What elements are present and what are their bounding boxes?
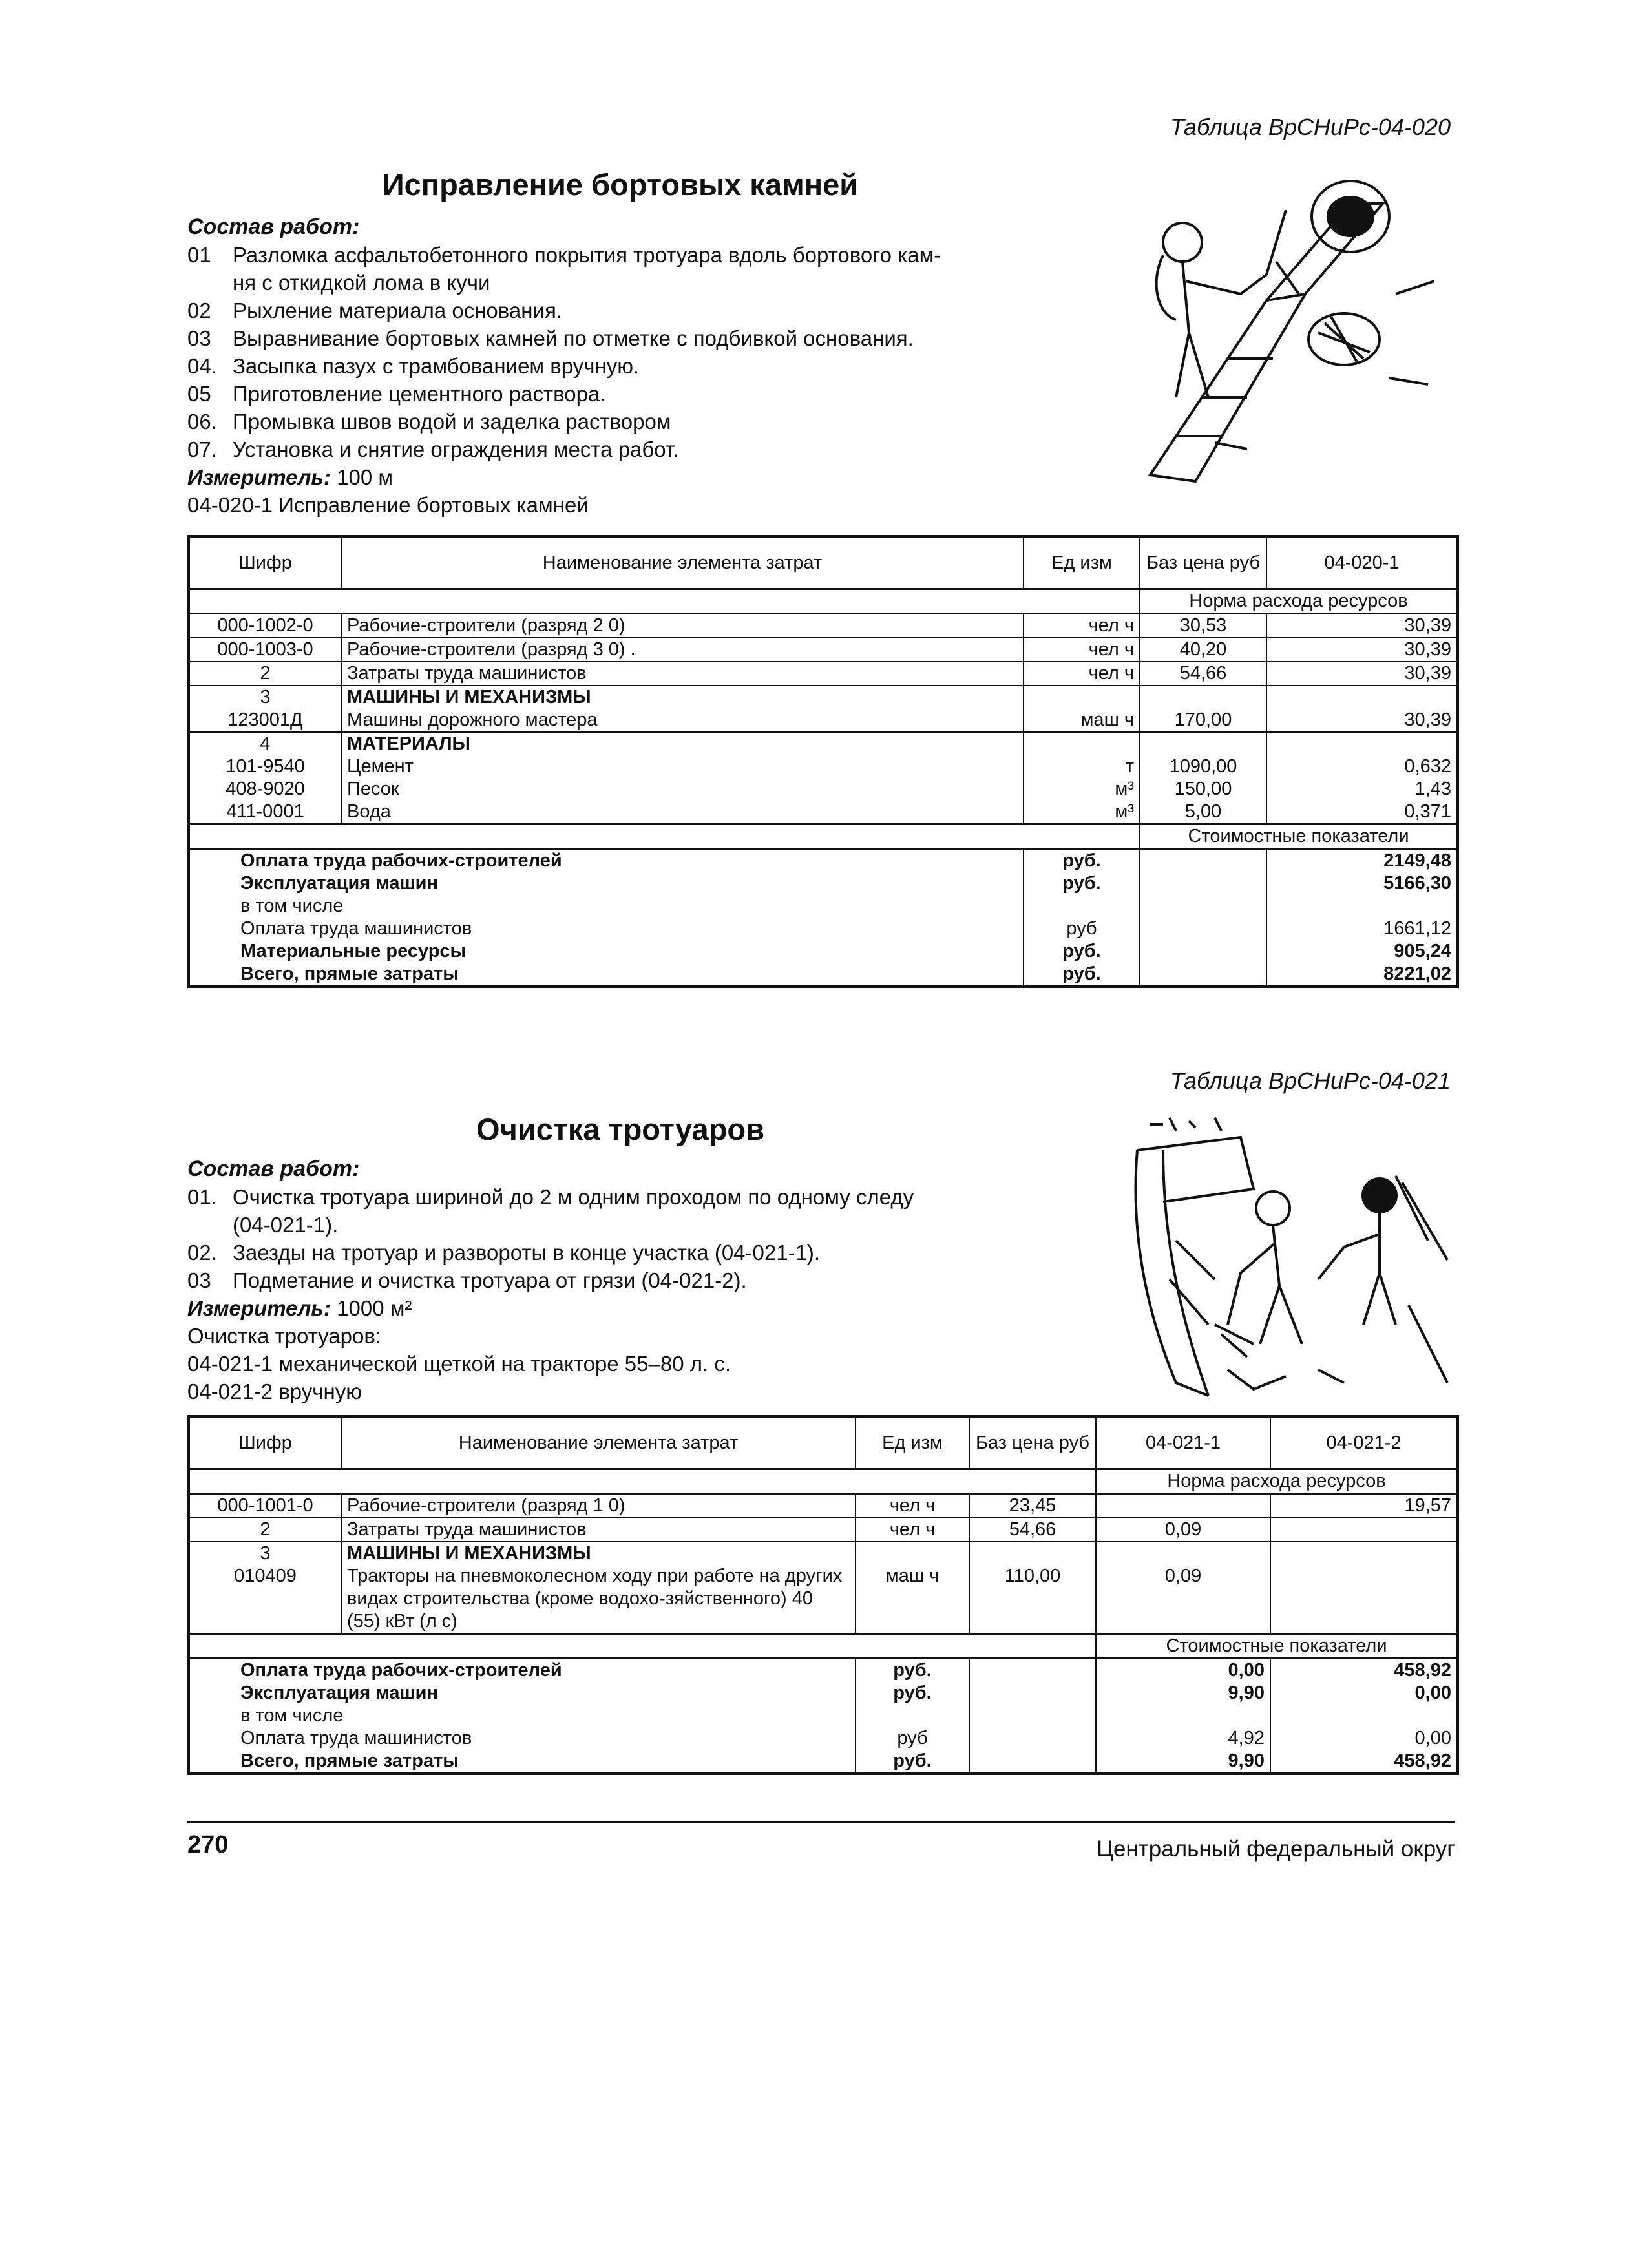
work-composition-1 — [187, 213, 1079, 519]
work-item: 06. Промывка швов водой и заделка раствором — [187, 410, 671, 434]
col-header-name: Наименование элемента затрат — [341, 536, 1024, 589]
col-header-code: Шифр — [189, 1416, 341, 1469]
footer-rule — [187, 1821, 1455, 1823]
cost-row: Оплата труда рабочих-строителей руб. 0,00 458,92 — [189, 1659, 1458, 1683]
table-row: 3 МАШИНЫ И МЕХАНИЗМЫ — [189, 1542, 1458, 1565]
table-label-04-021: Таблица ВрСНиРс-04-021 — [1170, 1067, 1451, 1094]
col-header-price: Баз цена руб — [969, 1416, 1096, 1469]
cost-row: Материальные ресурсы руб. 905,24 — [189, 940, 1458, 963]
cost-header: Стоимостные показатели — [1140, 824, 1458, 849]
section-title-sidewalk: Очистка тротуаров — [476, 1112, 765, 1146]
measure-line: Измеритель: 1000 м² — [187, 1296, 412, 1320]
table-row: 2 Затраты труда машинистов чел ч 54,66 0,09 — [189, 1518, 1458, 1542]
cost-row: в том числе — [189, 895, 1458, 918]
work-item: 03 Подметание и очистка тротуара от грязи (04-021-2). — [187, 1268, 747, 1292]
table-row: 408-9020 Песок м³ 150,00 1,43 — [189, 778, 1458, 801]
resource-table-04-021 — [187, 1415, 1459, 1775]
work-heading: Состав работ: — [187, 215, 360, 239]
table-row: 3 МАШИНЫ И МЕХАНИЗМЫ — [189, 686, 1458, 709]
norm-header: Норма расхода ресурсов — [1096, 1469, 1458, 1494]
table-row: 2 Затраты труда машинистов чел ч 54,66 30,39 — [189, 662, 1458, 686]
footer-region: Центральный федеральный округ — [1097, 1836, 1455, 1862]
table-row: 4 МАТЕРИАЛЫ — [189, 732, 1458, 755]
cost-row: в том числе — [189, 1705, 1458, 1727]
table-header-row — [189, 536, 1458, 589]
work-item: 03 Выравнивание бортовых камней по отметке с подбивкой основания. — [187, 326, 914, 350]
work-item: 07. Установка и снятие ограждения места работ. — [187, 437, 679, 461]
work-item: (04-021-1). — [233, 1213, 339, 1237]
cost-row: Оплата труда машинистов руб 1661,12 — [189, 918, 1458, 940]
col-header-unit: Ед изм — [1024, 536, 1140, 589]
table-row: 000-1003-0 Рабочие-строители (разряд 3 0) . чел ч 40,20 30,39 — [189, 638, 1458, 662]
work-item: 01. Очистка тротуара шириной до 2 м одним проходом по одному следу — [187, 1185, 914, 1209]
col-header-04-021-2: 04-021-2 — [1270, 1416, 1458, 1469]
cost-section-row — [189, 824, 1458, 849]
work-item: 02. Заезды на тротуар и развороты в конце участка (04-021-1). — [187, 1241, 821, 1265]
resource-table-04-020 — [187, 535, 1459, 988]
cost-row: Эксплуатация машин руб. 5166,30 — [189, 872, 1458, 895]
work-item: 01 Разломка асфальтобетонного покрытия тротуара вдоль бортового кам- — [187, 243, 941, 267]
cost-row: Оплата труда рабочих-строителей руб. 2149,48 — [189, 849, 1458, 873]
cost-section-row — [189, 1634, 1458, 1659]
norm-header: Норма расхода ресурсов — [1140, 589, 1458, 614]
code-line: 04-020-1 Исправление бортовых камней — [187, 493, 589, 517]
work-composition-2 — [187, 1155, 1079, 1405]
norm-section-row — [189, 1469, 1458, 1494]
col-header-04-021-1: 04-021-1 — [1096, 1416, 1270, 1469]
table-row: 411-0001 Вода м³ 5,00 0,371 — [189, 801, 1458, 824]
table-row: 101-9540 Цемент т 1090,00 0,632 — [189, 755, 1458, 778]
work-item: 04. Засыпка пазух с трамбованием вручную. — [187, 354, 640, 378]
col-header-price: Баз цена руб — [1140, 536, 1266, 589]
cost-row: Эксплуатация машин руб. 9,90 0,00 — [189, 1682, 1458, 1705]
table-row: 010409 Тракторы на пневмоколесном ходу при работе на других видах строительства (кроме водохо-зяйственного) 40 (55) кВт (л с) маш ч 110,00 0,09 — [189, 1565, 1458, 1634]
page-number: 270 — [187, 1831, 229, 1858]
cost-row: Всего, прямые затраты руб. 9,90 458,92 — [189, 1750, 1458, 1774]
table-row: 123001Д Машины дорожного мастера маш ч 170,00 30,39 — [189, 709, 1458, 732]
work-item: 05 Приготовление цементного раствора. — [187, 382, 606, 406]
sweeper-illustration — [1124, 1111, 1454, 1415]
norm-section-row — [189, 589, 1458, 614]
work-item: ня с откидкой лома в кучи — [233, 271, 490, 295]
table-row: 000-1001-0 Рабочие-строители (разряд 1 0) чел ч 23,45 19,57 — [189, 1494, 1458, 1518]
col-header-code: Шифр — [189, 536, 341, 589]
code-line: 04-021-2 вручную — [187, 1380, 362, 1403]
col-header-name: Наименование элемента затрат — [341, 1416, 856, 1469]
table-header-row — [189, 1416, 1458, 1469]
cost-row: Оплата труда машинистов руб 4,92 0,00 — [189, 1727, 1458, 1750]
cost-row: Всего, прямые затраты руб. 8221,02 — [189, 963, 1458, 987]
table-row: 000-1002-0 Рабочие-строители (разряд 2 0) чел ч 30,53 30,39 — [189, 614, 1458, 638]
section-title-curbstone: Исправление бортовых камней — [382, 167, 859, 202]
cost-header: Стоимостные показатели — [1096, 1634, 1458, 1659]
col-header-04-020-1: 04-020-1 — [1266, 536, 1458, 589]
measure-line: Измеритель: 100 м — [187, 465, 394, 489]
col-header-unit: Ед изм — [856, 1416, 969, 1469]
code-line: 04-021-1 механической щеткой на тракторе 55–80 л. с. — [187, 1352, 731, 1376]
work-heading: Состав работ: — [187, 1157, 360, 1181]
table-label-04-020: Таблица ВрСНиРс-04-020 — [1170, 114, 1451, 140]
sub-heading: Очистка тротуаров: — [187, 1324, 382, 1348]
worker-curbstone-illustration — [1137, 165, 1447, 488]
work-item: 02 Рыхление материала основания. — [187, 299, 562, 322]
